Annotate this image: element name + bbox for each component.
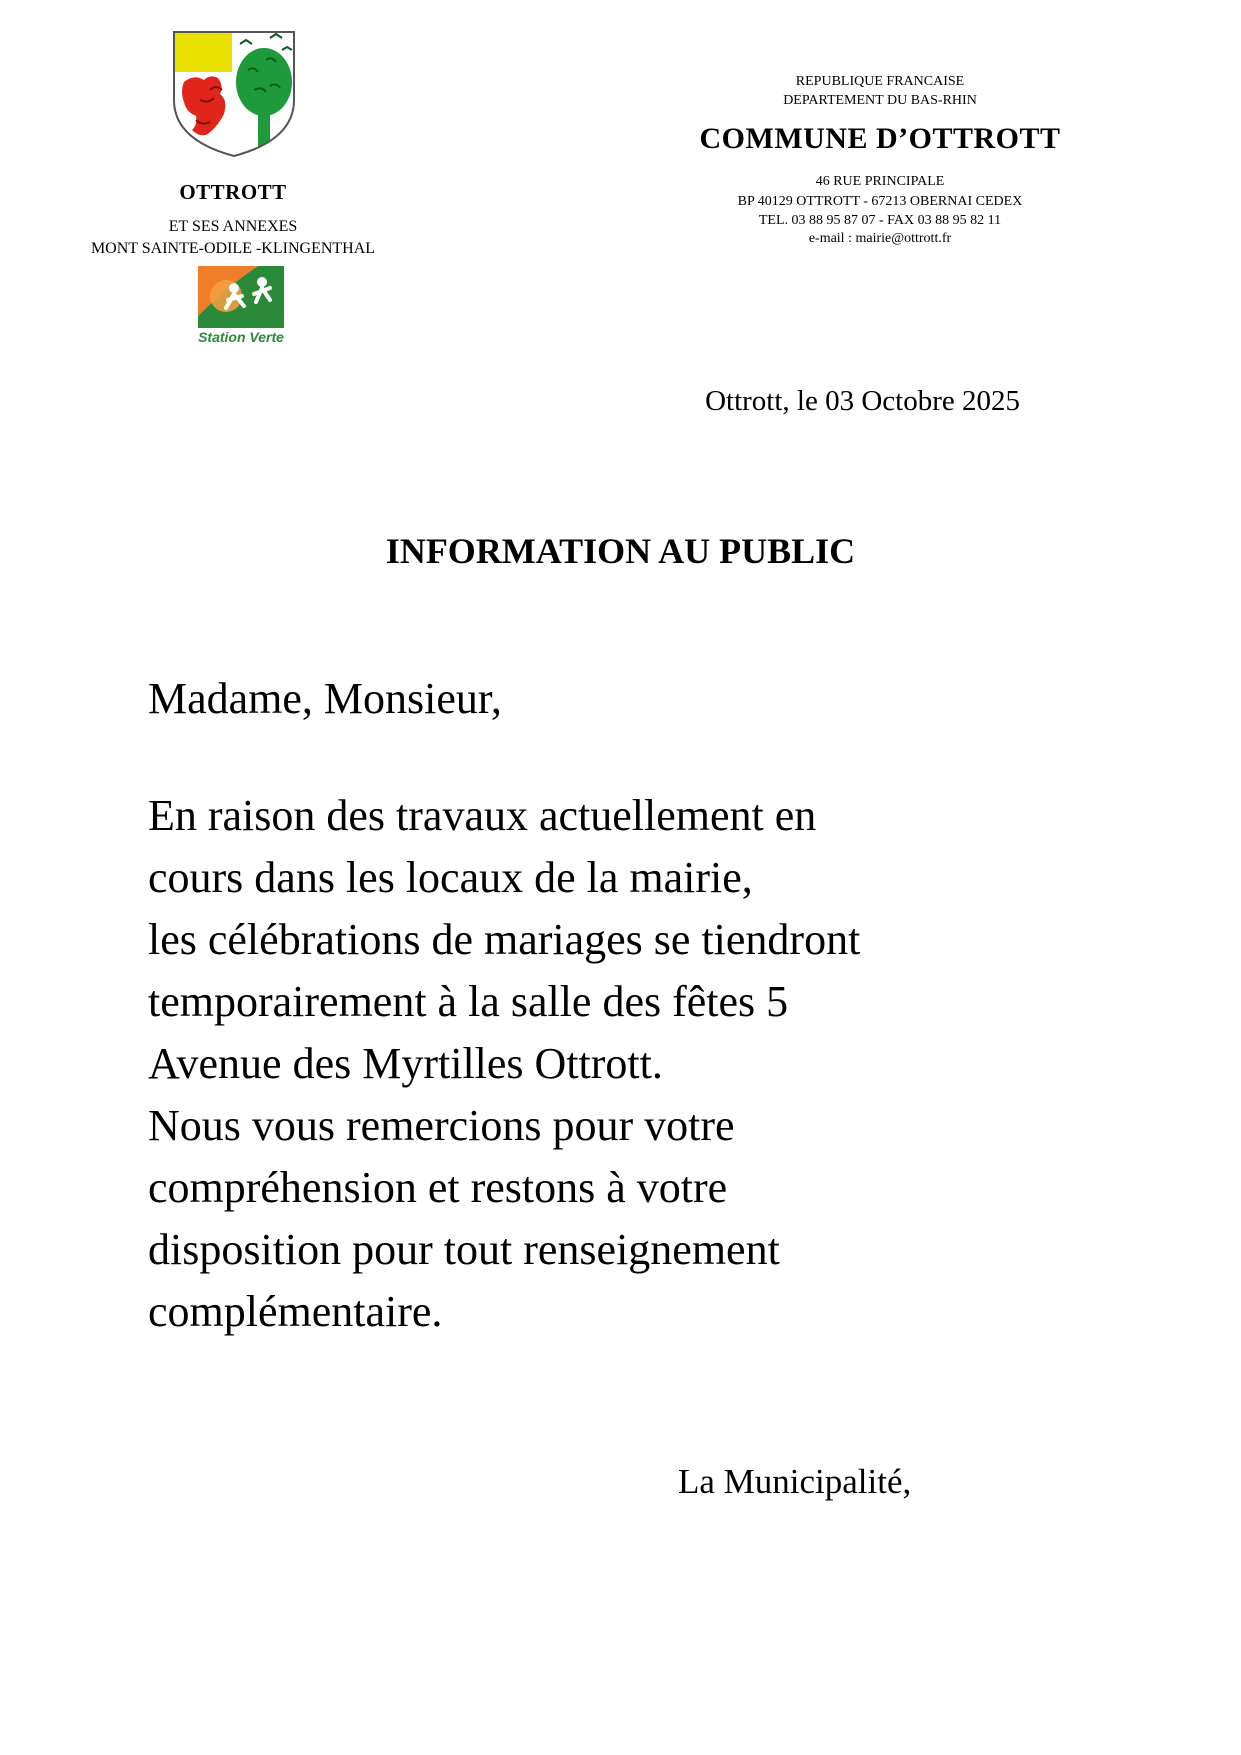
- signature: La Municipalité,: [678, 1462, 912, 1501]
- address-line: 46 RUE PRINCIPALE: [815, 174, 945, 189]
- department-line: DEPARTEMENT DU BAS-RHIN: [783, 93, 977, 108]
- body-line: les célébrations de mariages se tiendront: [148, 915, 861, 964]
- body-text: [148, 785, 1148, 1343]
- annexes-line-1: ET SES ANNEXES: [168, 218, 298, 235]
- body-line: En raison des travaux actuellement en: [148, 791, 817, 840]
- email-line: e-mail : mairie@ottrott.fr: [808, 231, 952, 246]
- station-verte-logo: [198, 266, 284, 346]
- republic-line: REPUBLIQUE FRANCAISE: [795, 74, 965, 89]
- body-line: compréhension et restons à votre: [148, 1163, 728, 1212]
- commune-name-left: OTTROTT: [179, 180, 287, 204]
- page-title: INFORMATION AU PUBLIC: [385, 531, 856, 571]
- phone-fax-line: TEL. 03 88 95 87 07 - FAX 03 88 95 82 11: [758, 213, 1002, 228]
- body-line: Nous vous remercions pour votre: [148, 1101, 735, 1150]
- salutation: Madame, Monsieur,: [148, 674, 502, 723]
- station-verte-logo-text: Station Verte: [198, 329, 284, 345]
- annexes-line-2: MONT SAINTE-ODILE -KLINGENTHAL: [90, 240, 376, 257]
- postal-box-line: BP 40129 OTTROTT - 67213 OBERNAI CEDEX: [737, 194, 1023, 209]
- body-line: complémentaire.: [148, 1287, 443, 1336]
- body-line: Avenue des Myrtilles Ottrott.: [148, 1039, 663, 1088]
- body-line: disposition pour tout renseignement: [148, 1225, 780, 1274]
- commune-title: COMMUNE D’OTTROTT: [699, 122, 1061, 155]
- date-line: Ottrott, le 03 Octobre 2025: [705, 385, 1020, 417]
- body-line: temporairement à la salle des fêtes 5: [148, 977, 789, 1026]
- coat-of-arms-icon: [170, 30, 298, 158]
- body-line: cours dans les locaux de la mairie,: [148, 853, 753, 902]
